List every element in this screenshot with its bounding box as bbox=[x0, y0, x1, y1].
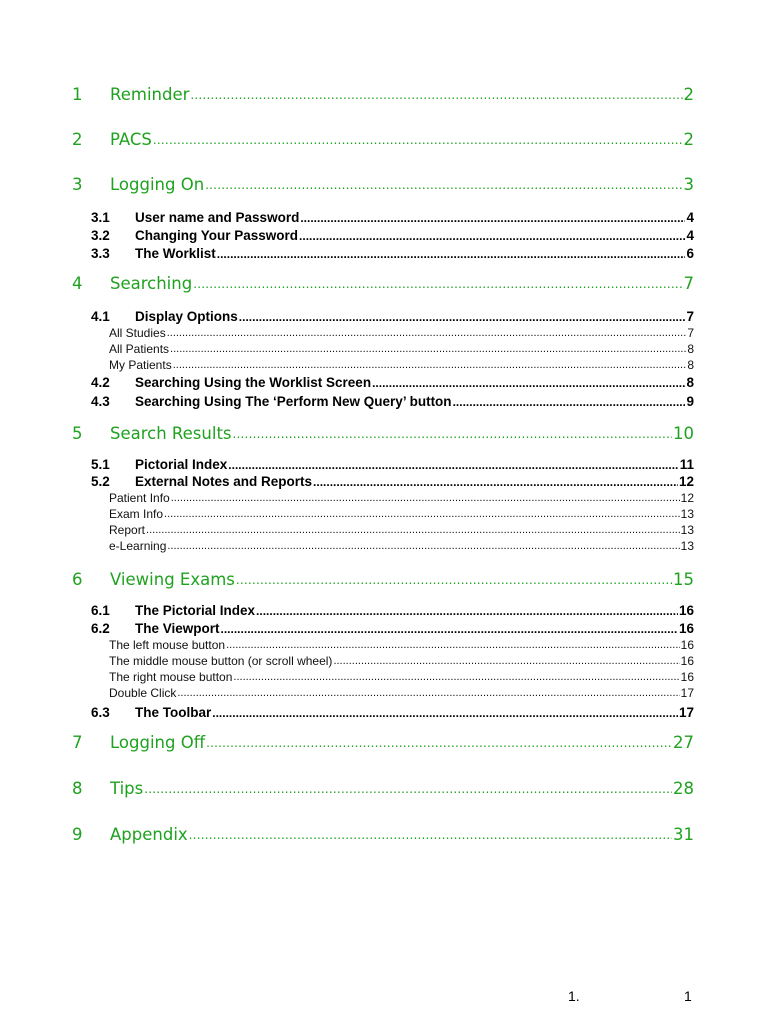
toc-entry-number: 4.1 bbox=[91, 309, 110, 324]
toc-dot-leader bbox=[233, 670, 679, 685]
toc-dot-leader bbox=[144, 779, 672, 799]
toc-entry[interactable] bbox=[0, 246, 768, 262]
toc-entry-page: 13 bbox=[680, 523, 694, 537]
toc-entry-title: Search Results bbox=[110, 424, 232, 443]
footer-number: 1. bbox=[568, 988, 580, 1004]
toc-entry-page: 8 bbox=[687, 358, 694, 372]
toc-entry[interactable] bbox=[0, 779, 768, 799]
toc-entry-title: Pictorial Index bbox=[135, 457, 228, 472]
toc-entry-title: Display Options bbox=[135, 309, 238, 324]
toc-dot-leader bbox=[171, 491, 680, 506]
toc-entry-page: 12 bbox=[680, 491, 694, 505]
toc-entry-number: 4 bbox=[72, 274, 83, 293]
toc-entry[interactable] bbox=[0, 210, 768, 226]
toc-entry-title: Appendix bbox=[110, 825, 188, 844]
toc-entry-number: 4.2 bbox=[91, 375, 110, 390]
toc-dot-leader bbox=[217, 246, 686, 262]
toc-entry-number: 5.1 bbox=[91, 457, 110, 472]
toc-entry-page: 31 bbox=[673, 825, 694, 844]
toc-entry-title: The Viewport bbox=[135, 621, 220, 636]
toc-entry-number: 8 bbox=[72, 779, 83, 798]
toc-entry[interactable] bbox=[0, 358, 768, 373]
toc-entry[interactable] bbox=[0, 507, 768, 522]
toc-dot-leader bbox=[221, 621, 678, 637]
toc-entry-title: The Worklist bbox=[135, 246, 216, 261]
toc-entry-title: PACS bbox=[110, 130, 152, 149]
toc-entry-page: 11 bbox=[679, 457, 694, 472]
toc-dot-leader bbox=[206, 733, 672, 753]
toc-entry-page: 15 bbox=[673, 570, 694, 589]
toc-entry-number: 5.2 bbox=[91, 474, 110, 489]
toc-entry-title: The Toolbar bbox=[135, 705, 212, 720]
toc-entry-title: Reminder bbox=[110, 85, 190, 104]
toc-entry[interactable] bbox=[0, 85, 768, 105]
toc-dot-leader bbox=[226, 638, 680, 653]
toc-entry-title: Searching bbox=[110, 274, 193, 293]
toc-entry-title: Report bbox=[109, 523, 146, 537]
toc-entry[interactable] bbox=[0, 825, 768, 845]
toc-dot-leader bbox=[177, 686, 679, 701]
toc-entry-title: All Patients bbox=[109, 342, 170, 356]
toc-entry-page: 9 bbox=[686, 394, 694, 409]
toc-entry-number: 3.2 bbox=[91, 228, 110, 243]
toc-entry-page: 13 bbox=[680, 507, 694, 521]
toc-entry-page: 16 bbox=[680, 670, 694, 684]
toc-entry-page: 28 bbox=[673, 779, 694, 798]
toc-entry-page: 7 bbox=[683, 274, 694, 293]
toc-dot-leader bbox=[167, 539, 679, 554]
toc-entry-number: 9 bbox=[72, 825, 83, 844]
toc-entry[interactable] bbox=[0, 424, 768, 444]
toc-dot-leader bbox=[256, 603, 678, 619]
toc-dot-leader bbox=[173, 358, 687, 373]
toc-entry[interactable] bbox=[0, 375, 768, 391]
toc-dot-leader bbox=[453, 394, 686, 410]
toc-entry-page: 4 bbox=[686, 210, 694, 225]
toc-entry-page: 7 bbox=[687, 326, 694, 340]
toc-entry[interactable] bbox=[0, 228, 768, 244]
toc-entry-title: External Notes and Reports bbox=[135, 474, 313, 489]
toc-dot-leader bbox=[189, 825, 672, 845]
toc-entry-number: 6.3 bbox=[91, 705, 110, 720]
toc-dot-leader bbox=[167, 326, 687, 341]
toc-entry[interactable] bbox=[0, 654, 768, 669]
toc-dot-leader bbox=[153, 130, 683, 150]
toc-dot-leader bbox=[205, 175, 682, 195]
toc-dot-leader bbox=[236, 570, 672, 590]
toc-entry-page: 17 bbox=[678, 705, 694, 720]
toc-entry[interactable] bbox=[0, 457, 768, 473]
toc-entry-title: Logging Off bbox=[110, 733, 206, 752]
toc-entry-page: 3 bbox=[683, 175, 694, 194]
toc-dot-leader bbox=[239, 309, 686, 325]
toc-dot-leader bbox=[190, 85, 682, 105]
toc-dot-leader bbox=[146, 523, 680, 538]
toc-entry-title: Viewing Exams bbox=[110, 570, 235, 589]
toc-entry[interactable] bbox=[0, 274, 768, 294]
toc-dot-leader bbox=[193, 274, 682, 294]
toc-dot-leader bbox=[164, 507, 680, 522]
toc-dot-leader bbox=[313, 474, 678, 490]
toc-entry-page: 13 bbox=[680, 539, 694, 553]
toc-entry[interactable] bbox=[0, 539, 768, 554]
toc-entry-number: 5 bbox=[72, 424, 83, 443]
toc-entry-title: Double Click bbox=[109, 686, 177, 700]
toc-dot-leader bbox=[233, 424, 672, 444]
toc-entry-page: 27 bbox=[673, 733, 694, 752]
toc-entry-title: e-Learning bbox=[109, 539, 167, 553]
toc-entry[interactable] bbox=[0, 733, 768, 753]
toc-dot-leader bbox=[372, 375, 685, 391]
toc-entry-page: 16 bbox=[678, 603, 694, 618]
toc-entry-page: 16 bbox=[680, 638, 694, 652]
toc-entry-page: 8 bbox=[687, 342, 694, 356]
toc-entry[interactable] bbox=[0, 670, 768, 685]
toc-entry[interactable] bbox=[0, 705, 768, 721]
toc-dot-leader bbox=[299, 228, 685, 244]
toc-entry-title: The Pictorial Index bbox=[135, 603, 256, 618]
toc-entry-title: All Studies bbox=[109, 326, 166, 340]
toc-entry-title: User name and Password bbox=[135, 210, 300, 225]
toc-dot-leader bbox=[212, 705, 678, 721]
toc-entry-page: 16 bbox=[678, 621, 694, 636]
toc-entry-page: 12 bbox=[678, 474, 694, 489]
toc-entry-number: 6.1 bbox=[91, 603, 110, 618]
toc-entry-title: My Patients bbox=[109, 358, 172, 372]
toc-entry-title: Exam Info bbox=[109, 507, 164, 521]
toc-entry[interactable] bbox=[0, 326, 768, 341]
toc-entry-title: Changing Your Password bbox=[135, 228, 299, 243]
toc-entry-number: 7 bbox=[72, 733, 83, 752]
toc-entry[interactable] bbox=[0, 474, 768, 490]
toc-dot-leader bbox=[228, 457, 678, 473]
toc-entry-number: 6.2 bbox=[91, 621, 110, 636]
toc-entry[interactable] bbox=[0, 570, 768, 590]
toc-entry[interactable] bbox=[0, 603, 768, 619]
toc-entry[interactable] bbox=[0, 342, 768, 357]
toc-dot-leader bbox=[300, 210, 685, 226]
toc-entry-number: 3 bbox=[72, 175, 83, 194]
toc-entry-title: The right mouse button bbox=[109, 670, 233, 684]
toc-entry-title: Searching Using the Worklist Screen bbox=[135, 375, 372, 390]
toc-entry-page: 7 bbox=[686, 309, 694, 324]
toc-entry-title: The middle mouse button (or scroll wheel) bbox=[109, 654, 333, 668]
toc-entry-number: 2 bbox=[72, 130, 83, 149]
toc-entry-title: Logging On bbox=[110, 175, 205, 194]
toc-entry-page: 6 bbox=[686, 246, 694, 261]
toc-entry-title: Tips bbox=[110, 779, 144, 798]
toc-entry-number: 6 bbox=[72, 570, 83, 589]
toc-dot-leader bbox=[333, 654, 679, 669]
toc-dot-leader bbox=[170, 342, 686, 357]
toc-entry-page: 17 bbox=[680, 686, 694, 700]
toc-entry[interactable] bbox=[0, 491, 768, 506]
toc-entry[interactable] bbox=[0, 175, 768, 195]
footer-page-number: 1 bbox=[684, 988, 692, 1004]
toc-entry-title: Searching Using The ‘Perform New Query’ button bbox=[135, 394, 452, 409]
toc-entry-page: 2 bbox=[683, 85, 694, 104]
toc-entry-title: Patient Info bbox=[109, 491, 170, 505]
toc-entry-page: 16 bbox=[680, 654, 694, 668]
toc-entry[interactable] bbox=[0, 638, 768, 653]
toc-entry[interactable] bbox=[0, 621, 768, 637]
toc-entry-page: 10 bbox=[673, 424, 694, 443]
toc-entry-title: The left mouse button bbox=[109, 638, 226, 652]
toc-entry-page: 2 bbox=[683, 130, 694, 149]
toc-entry[interactable] bbox=[0, 523, 768, 538]
toc-entry-number: 1 bbox=[72, 85, 83, 104]
toc-entry-number: 4.3 bbox=[91, 394, 110, 409]
page-footer bbox=[0, 988, 768, 1006]
toc-entry[interactable] bbox=[0, 309, 768, 325]
toc-entry-page: 4 bbox=[686, 228, 694, 243]
toc-entry[interactable] bbox=[0, 394, 768, 410]
toc-entry-number: 3.1 bbox=[91, 210, 110, 225]
toc-entry-number: 3.3 bbox=[91, 246, 110, 261]
toc-entry-page: 8 bbox=[686, 375, 694, 390]
toc-entry[interactable] bbox=[0, 686, 768, 701]
toc-entry[interactable] bbox=[0, 130, 768, 150]
